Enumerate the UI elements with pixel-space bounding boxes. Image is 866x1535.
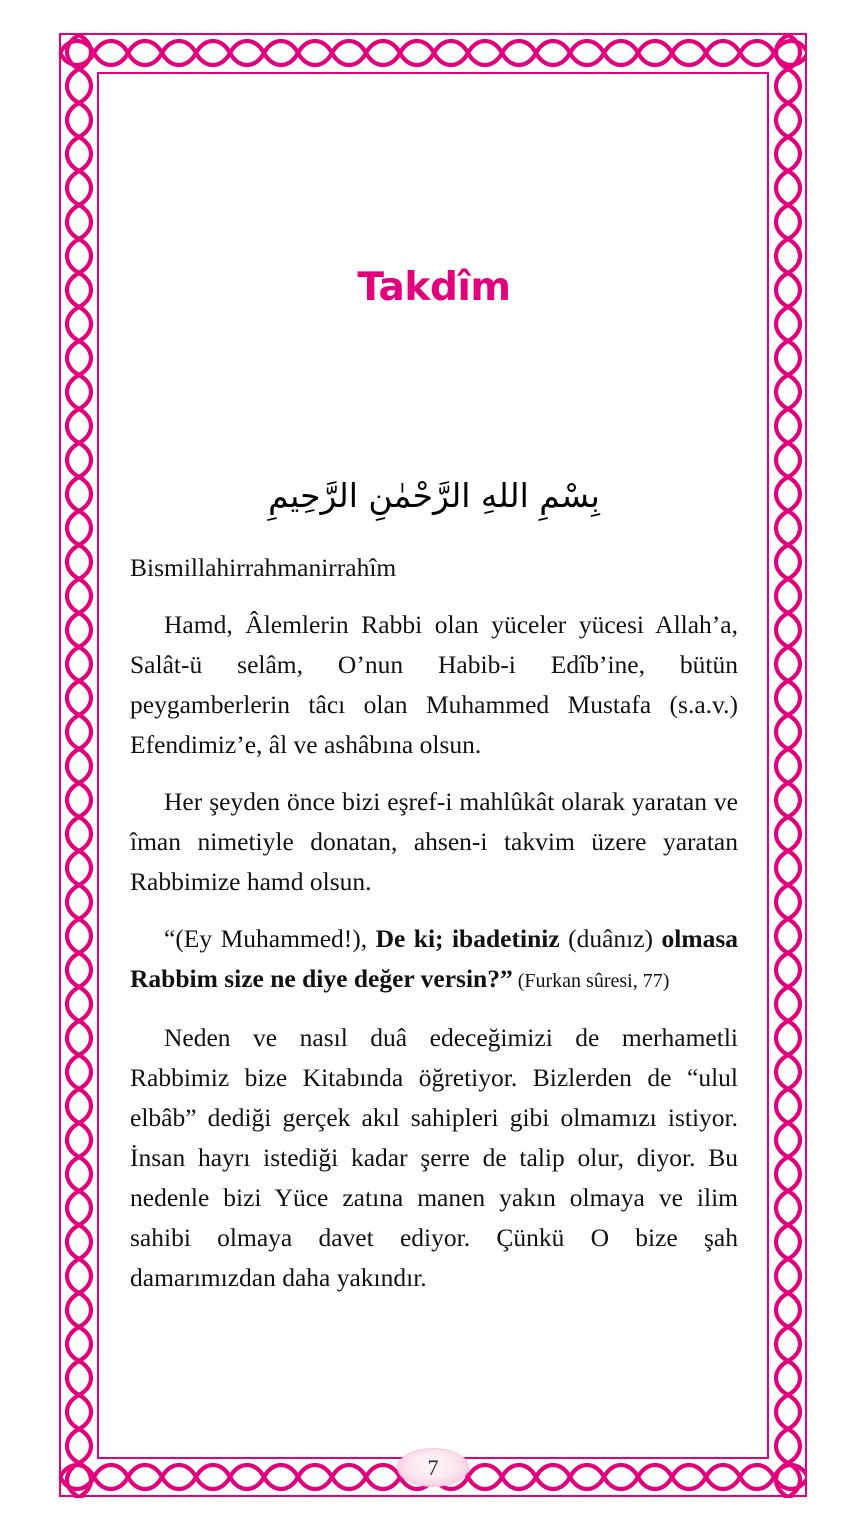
quote-bold-2: olmasa Rabbim size ne diye değer versin?”	[130, 924, 738, 993]
basmala-arabic: بِسْمِ اللهِ الرَّحْمٰنِ الرَّحِيمِ	[268, 476, 600, 515]
basmala-transliteration: Bismillahirrahmanirrahîm	[130, 553, 397, 582]
body-text	[130, 548, 738, 1298]
braid-border-left	[61, 35, 97, 1498]
quote-bold-1: De ki; ibadetiniz	[375, 924, 560, 953]
paragraph-4: Neden ve nasıl duâ edeceğimizi de merhametli Rabbimiz bize Kitabında öğretiyor. Bizlerden de “ulul elbâb” dediği gerçek akıl sahipleri gibi olmamızı istiyor. İnsan hayrı istediği kadar şerre de talip olur, diyor. Bu nedenle bizi Yüce zatına manen yakın olmaya ve ilim sahibi olmaya davet ediyor. Çünkü O bize şah damarımızdan daha yakındır.	[130, 1023, 738, 1292]
braid-border-top	[60, 35, 807, 71]
page-number-badge	[398, 1449, 468, 1486]
quote-source-reference: (Furkan sûresi, 77)	[512, 970, 670, 992]
page-title: Takdîm	[357, 265, 511, 310]
quote-mid-text: (duânız)	[559, 924, 662, 953]
braid-border-right	[770, 35, 806, 1498]
page-content	[130, 100, 738, 1430]
paragraph-1: Hamd, Âlemlerin Rabbi olan yüceler yücesi Allah’a, Salât-ü selâm, O’nun Habib-i Edîb’ine, bütün peygamberlerin tâcı olan Muhammed Mustafa (s.a.v.) Efendimiz’e, âl ve ashâbına olsun.	[130, 610, 738, 759]
paragraph-2: Her şeyden önce bizi eşref-i mahlûkât olarak yaratan ve îman nimetiyle donatan, ahsen-i takvim üzere yaratan Rabbimize hamd olsun.	[130, 787, 738, 896]
page-number-text: 7	[427, 1454, 439, 1480]
paragraph-quote	[130, 919, 738, 1001]
quote-open-text: “(Ey Muhammed!),	[164, 924, 376, 953]
